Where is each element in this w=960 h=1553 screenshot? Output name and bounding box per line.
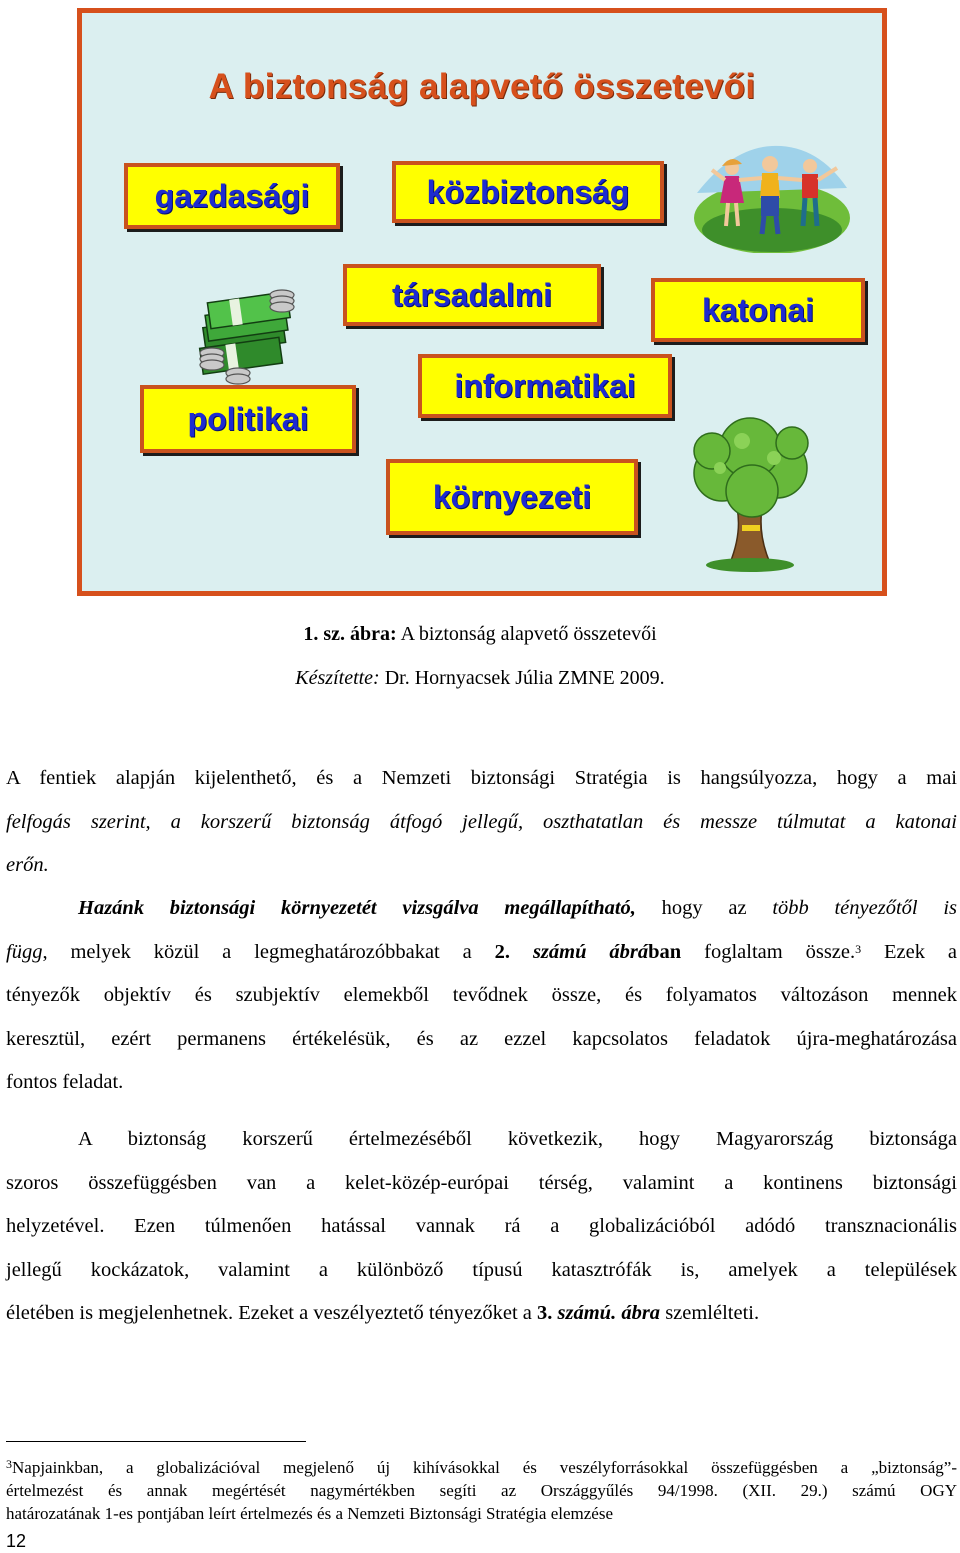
p1-line-3: erőn.: [6, 854, 49, 876]
p2-text-b: foglaltam össze.: [681, 940, 856, 963]
p2-line-2: [6, 931, 957, 975]
paragraph-2: [6, 887, 957, 1105]
figure-title: A biztonság alapvető összetevői: [208, 67, 756, 106]
tree-icon: [682, 413, 822, 573]
p1-line-1: A fentiek alapján kijelenthető, és a Nemzeti biztonsági Stratégia is hangsúlyozza, hogy a mai: [6, 767, 957, 789]
caption-label: 1. sz. ábra:: [303, 623, 397, 645]
page-number: 12: [6, 1531, 27, 1551]
figure-caption: [0, 623, 960, 646]
author-text: Dr. Hornyacsek Júlia ZMNE 2009.: [379, 667, 665, 689]
footnote-marker: 3: [6, 1457, 12, 1471]
p2-italic: több tényezőtől is: [772, 897, 957, 919]
figure-author: [0, 667, 960, 690]
footnote-line-2: értelmezést és annak megértését nagymértékben segíti az Országgyűlés 94/1998. (XII. 29.) számú OGY: [6, 1481, 957, 1500]
footnote-text-1: Napjainkban, a globalizációval megjelenő új kihívásokkal és veszélyforrásokkal összefüggésben a „biztonság”-: [12, 1458, 957, 1477]
p3-line-4: jellegű kockázatok, valamint a különböző típusú katasztrófák is, amelyek a települések: [6, 1258, 957, 1281]
p2-line-1: [6, 887, 957, 931]
footnote-line-1: [6, 1456, 957, 1479]
p3-line-3: helyzetével. Ezen túlmenően hatással vannak rá a globalizációból adódó transznacionális: [6, 1215, 957, 1237]
box-kozbiztonsag: közbiztonság: [392, 161, 664, 223]
box-tarsadalmi: társadalmi: [343, 264, 601, 326]
box-informatikai: informatikai: [418, 354, 672, 418]
box-gazdasagi: gazdasági: [124, 163, 340, 229]
p2-text-c: Ezek a: [861, 940, 958, 963]
paragraph-3: [6, 1118, 957, 1336]
p3-text-a: életében is megjelenhetnek. Ezeket a veszélyeztető tényezőket a: [6, 1302, 538, 1324]
footnote-ref[interactable]: 3: [855, 941, 862, 956]
p2-line-5: fontos feladat.: [6, 1071, 124, 1093]
p1-line-2: felfogás szerint, a korszerű biztonság átfogó jellegű, oszthatatlan és messze túlmutat a katonai: [6, 810, 957, 833]
p2-bold-italic: Hazánk biztonsági környezetét vizsgálva megállapítható,: [78, 897, 636, 919]
footnote-separator: [6, 1441, 306, 1442]
p2-space: [510, 941, 533, 963]
p2-line-3: tényezők objektív és szubjektív elemekből tevődnek össze, és folyamatos változáson mennek: [6, 984, 957, 1006]
p3-figure-ref: számú. ábra: [557, 1302, 661, 1324]
people-icon: [692, 138, 852, 253]
footnote-line-3: határozatának 1-es pontjában leírt értelmezés és a Nemzeti Biztonsági Stratégia elemzése: [6, 1504, 614, 1523]
p2-figure-ref-suffix: ban: [648, 940, 682, 963]
p3-text-b: szemlélteti.: [660, 1302, 760, 1324]
p3-line-2: szoros összefüggésben van a kelet-közép-európai térség, valamint a kontinens biztonsági: [6, 1171, 957, 1194]
figure-security-components: [77, 8, 887, 596]
p2-italic-fugg: függ: [6, 940, 43, 963]
p2-bold-num: 2.: [494, 940, 511, 963]
author-label: Készítette:: [295, 667, 380, 689]
box-kornyezeti: környezeti: [386, 459, 638, 535]
money-icon: [194, 281, 309, 386]
p2-text: hogy az: [635, 897, 773, 919]
p3-line-5: [6, 1292, 957, 1336]
box-katonai: katonai: [651, 278, 865, 342]
footnote: [6, 1456, 957, 1525]
caption-text: A biztonság alapvető összetevői: [396, 623, 657, 645]
box-politikai: politikai: [140, 385, 356, 453]
p3-bold-num: 3.: [537, 1302, 553, 1324]
p2-text-a: , melyek közül a legmeghatározóbbakat a: [42, 940, 495, 963]
p2-line-4: keresztül, ezért permanens értékelésük, és az ezzel kapcsolatos feladatok újra-meghatározása: [6, 1027, 957, 1050]
p2-figure-ref: számú ábrá: [532, 940, 649, 963]
paragraph-1: [6, 757, 957, 888]
p3-line-1: A biztonság korszerű értelmezéséből következik, hogy Magyarország biztonsága: [78, 1128, 957, 1150]
